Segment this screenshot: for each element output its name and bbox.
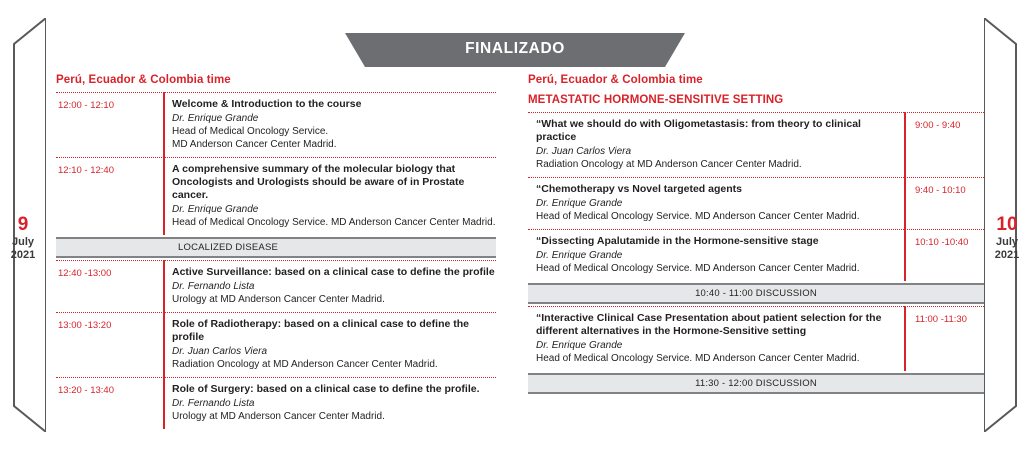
date-tab-right <box>984 18 1030 432</box>
date-tab-left-month: July <box>11 236 34 248</box>
agenda-column-day1 <box>56 74 496 429</box>
timeline-rule-left <box>163 92 165 235</box>
agenda-row-body <box>156 163 496 229</box>
agenda-row <box>528 112 984 177</box>
agenda-row-affiliation: Head of Medical Oncology Service. MD Anderson Cancer Center Madrid. <box>536 263 860 274</box>
agenda-row-speaker: Dr. Fernando Lista <box>172 281 255 292</box>
agenda-row-speaker: Dr. Enrique Grande <box>172 204 259 215</box>
date-tab-right-month: July <box>995 236 1018 248</box>
agenda-row-speaker: Dr. Juan Carlos Viera <box>172 346 268 357</box>
agenda-rows-left <box>56 92 496 235</box>
agenda-row-title: “Interactive Clinical Case Presentation about patient selection for the different alternatives in the Hormone-Sensitive setting <box>536 312 882 337</box>
agenda-row-affiliation: Head of Medical Oncology Service. MD Anderson Cancer Center Madrid. <box>172 217 496 228</box>
discussion-band-1: 10:40 - 11:00 DISCUSSION <box>528 283 984 304</box>
agenda-row <box>56 312 496 377</box>
agenda-row <box>56 157 496 235</box>
agenda-row-time: 13:00 -13:20 <box>58 320 112 331</box>
agenda-row-time: 10:10 -10:40 <box>915 237 969 248</box>
section-heading-metastatic: METASTATIC HORMONE-SENSITIVE SETTING <box>528 94 784 106</box>
agenda-rows-right <box>528 112 984 281</box>
agenda-row-speaker: Dr. Enrique Grande <box>172 113 259 124</box>
agenda-row-body <box>528 183 906 223</box>
section-band-localized-disease: LOCALIZED DISEASE <box>56 237 496 258</box>
agenda-row-affiliation: Head of Medical Oncology Service. MD Anderson Cancer Center Madrid. <box>536 353 860 364</box>
agenda-row-speaker: Dr. Fernando Lista <box>172 398 255 409</box>
timeline-rule-right-2 <box>904 306 906 371</box>
agenda-row-affiliation: Urology at MD Anderson Cancer Center Madrid. <box>172 411 385 422</box>
agenda-row-title: Active Surveillance: based on a clinical case to define the profile <box>172 266 495 278</box>
agenda-row-affiliation: Radiation Oncology at MD Anderson Cancer Center Madrid. <box>536 159 802 170</box>
date-tab-right-year: 2021 <box>994 249 1020 261</box>
agenda-row-affiliation: Head of Medical Oncology Service. <box>172 126 329 137</box>
agenda-row-affiliation: Head of Medical Oncology Service. MD Anderson Cancer Center Madrid. <box>536 211 860 222</box>
agenda-row-title: “Dissecting Apalutamide in the Hormone-sensitive stage <box>536 235 819 247</box>
date-tab-left-year: 2021 <box>10 249 36 261</box>
agenda-column-day2 <box>528 74 984 394</box>
agenda-row-speaker: Dr. Enrique Grande <box>536 250 623 261</box>
agenda-rows-right-2 <box>528 306 984 371</box>
date-tab-left <box>0 18 46 432</box>
agenda-row-title: A comprehensive summary of the molecular biology that Oncologists and Urologists should be aware of in Prostate cancer. <box>172 163 465 201</box>
agenda-row-time: 9:40 - 10:10 <box>915 185 966 196</box>
status-banner <box>345 33 685 67</box>
agenda-row-affiliation-2: MD Anderson Cancer Center Madrid. <box>172 139 337 150</box>
agenda-row-time: 12:40 -13:00 <box>58 268 112 279</box>
agenda-row-title: “Chemotherapy vs Novel targeted agents <box>536 183 742 195</box>
timezone-heading-right: Perú, Ecuador & Colombia time <box>528 74 703 86</box>
timezone-heading-left: Perú, Ecuador & Colombia time <box>56 74 231 86</box>
agenda-row <box>56 377 496 429</box>
agenda-row <box>56 260 496 312</box>
agenda-row-title: “What we should do with Oligometastasis: from theory to clinical practice <box>536 118 861 143</box>
agenda-row-title: Welcome & Introduction to the course <box>172 98 362 110</box>
agenda-row-speaker: Dr. Enrique Grande <box>536 340 623 351</box>
agenda-row-time: 9:00 - 9:40 <box>915 120 961 131</box>
agenda-row-body <box>156 266 496 306</box>
agenda-row-time: 13:20 - 13:40 <box>58 385 114 396</box>
agenda-row-time: 11:00 -11:30 <box>915 314 967 325</box>
agenda-rows-left-2 <box>56 260 496 429</box>
agenda-row-speaker: Dr. Juan Carlos Viera <box>536 146 632 157</box>
timeline-rule-left-2 <box>163 260 165 429</box>
agenda-row-body <box>528 312 906 365</box>
date-tab-right-day: 10 <box>996 214 1018 235</box>
agenda-row-body <box>156 383 496 423</box>
agenda-row-affiliation: Radiation Oncology at MD Anderson Cancer Center Madrid. <box>172 359 438 370</box>
agenda-row <box>528 306 984 371</box>
agenda-row <box>528 177 984 229</box>
agenda-row-affiliation: Urology at MD Anderson Cancer Center Madrid. <box>172 294 385 305</box>
agenda-row-title: Role of Radiotherapy: based on a clinical case to define the profile <box>172 318 469 343</box>
date-tab-left-day: 9 <box>17 214 29 235</box>
agenda-row <box>528 229 984 281</box>
discussion-band-2: 11:30 - 12:00 DISCUSSION <box>528 373 984 394</box>
status-banner-label: FINALIZADO <box>465 40 565 57</box>
agenda-row-body <box>528 118 906 171</box>
agenda-row-speaker: Dr. Enrique Grande <box>536 198 623 209</box>
agenda-row-body <box>156 98 496 151</box>
agenda-row-time: 12:00 - 12:10 <box>58 100 114 111</box>
timeline-rule-right <box>904 112 906 281</box>
agenda-row-time: 12:10 - 12:40 <box>58 165 114 176</box>
agenda-row-body <box>528 235 906 275</box>
agenda-row-title: Role of Surgery: based on a clinical case to define the profile. <box>172 383 480 395</box>
agenda-row-body <box>156 318 496 371</box>
agenda-row <box>56 92 496 157</box>
